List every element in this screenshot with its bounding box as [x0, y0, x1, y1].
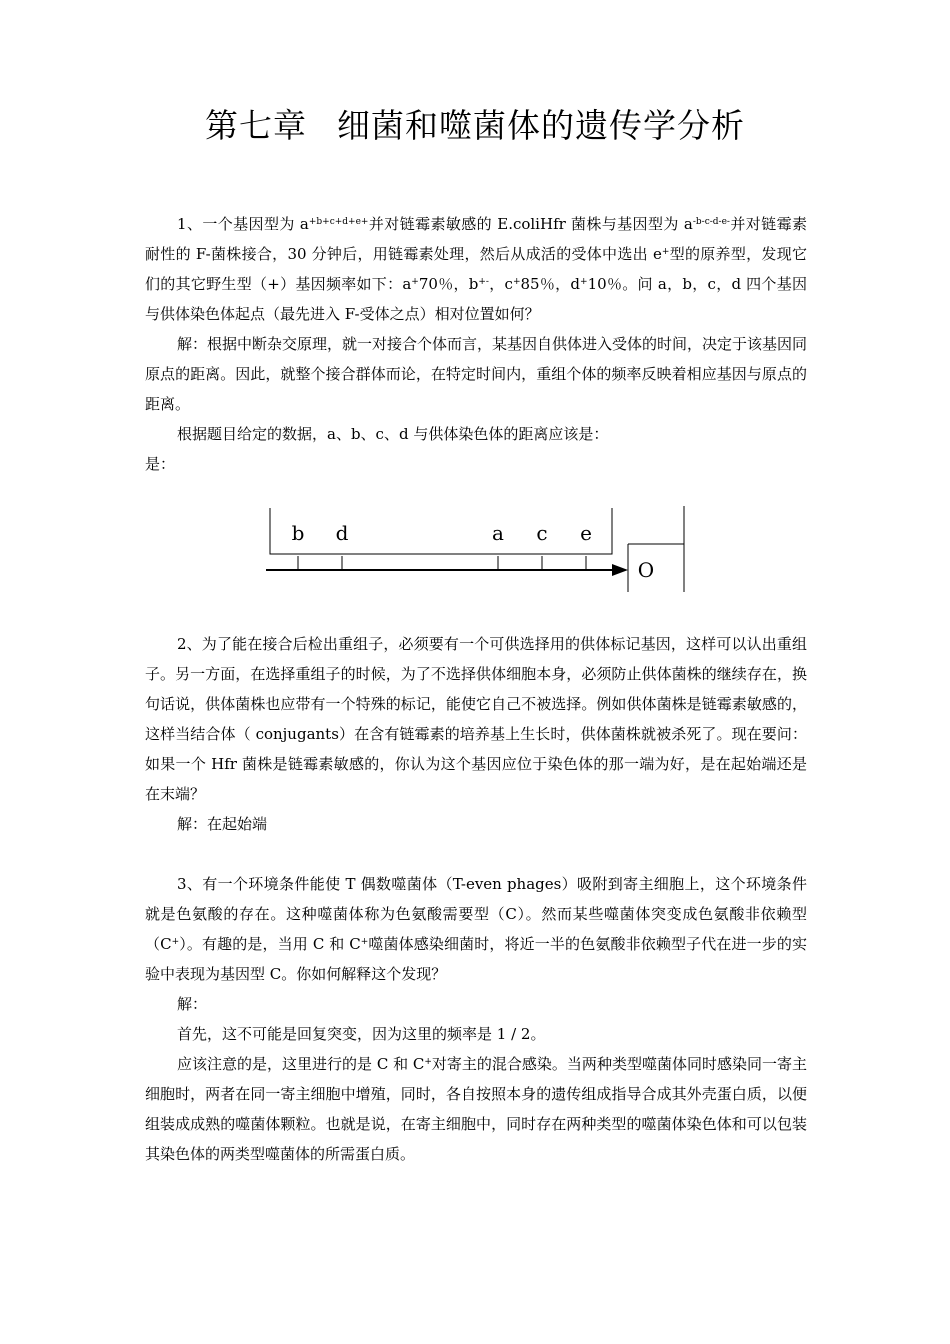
origin-label: O	[637, 558, 655, 582]
gene-label-b: b	[291, 521, 305, 545]
question-1-solution: 解：根据中断杂交原理，就一对接合个体而言，某基因自供体进入受体的时间，决定于该基因同原点的距离。因此，就整个接合群体而论，在特定时间内，重组个体的频率反映着相应基因与原点的距离。	[145, 335, 808, 413]
chapter-topic: 细菌和噬菌体的遗传学分析	[337, 106, 745, 145]
question-1-data-line: 根据题目给定的数据，a、b、c、d 与供体染色体的距离应该是：	[177, 425, 609, 443]
gene-label-d: d	[335, 521, 349, 545]
question-1: 1、一个基因型为 $a^{+b+c+d+e+}$并对链霉素敏感的 E.coliHfr 菌株与基因型为 $a^{-b-c-d-e-}$并对链霉素耐性的 F-菌株接合，30 分钟后，用链霉素处理，然后从成活的受体中选出 e+型的原养型，发现它们的其它野生型（+）基因频率如下：a+70％，b+-，c+85％，d+10％。问 a，b，c，d 四个基因与供体染色体起点（最先进入 F-受体之点）相对位置如何？	[145, 215, 807, 323]
question-2: 2、为了能在接合后检出重组子，必须要有一个可供选择用的供体标记基因，这样可以认出重组子。另一方面，在选择重组子的时候，为了不选择供体细胞本身，必须防止供体菌株的继续存在，换句话说，供体菌株也应带有一个特殊的标记，能使它自己不被选择。例如供体菌株是链霉素敏感的，这样当结合体（ conjugants）在含有链霉素的培养基上生长时，供体菌株就被杀死了。现在要问：如果一个 Hfr 菌株是链霉素敏感的，你认为这个基因应位于染色体的那一端为好，是在起始端还是在末端？	[145, 635, 807, 803]
arrow-head-icon	[612, 564, 628, 576]
gene-map-bracket	[270, 508, 612, 554]
question-1-shi: 是：	[145, 455, 176, 473]
question-2-solution: 解：在起始端	[177, 815, 268, 833]
question-3-first: 首先，这不可能是回复突变，因为这里的频率是 1 / 2。	[177, 1025, 546, 1043]
gene-label-a: a	[492, 521, 504, 545]
question-3-note: 应该注意的是，这里进行的是 C 和 C+对寄主的混合感染。当两种类型噬菌体同时感染同一寄主细胞时，两者在同一寄主细胞中增殖，同时，各自按照本身的遗传组成指导合成其外壳蛋白质，以便组装成成熟的噬菌体颗粒。也就是说，在寄主细胞中，同时存在两种类型的噬菌体染色体和可以包装其染色体的两类型噬菌体的所需蛋白质。	[145, 1055, 807, 1163]
gene-label-c: c	[536, 521, 548, 545]
chapter-number: 第七章	[205, 106, 307, 145]
question-3-solution-label: 解：	[177, 995, 208, 1013]
gene-label-e: e	[580, 521, 592, 545]
question-3: 3、有一个环境条件能使 T 偶数噬菌体（T-even phages）吸附到寄主细胞上，这个环境条件就是色氨酸的存在。这种噬菌体称为色氨酸需要型（C）。然而某些噬菌体突变成色氨酸非依赖型（C+）。有趣的是，当用 C 和 C+噬菌体感染细菌时，将近一半的色氨酸非依赖型子代在进一步的实验中表现为基因型 C。你如何解释这个发现？	[145, 875, 807, 983]
